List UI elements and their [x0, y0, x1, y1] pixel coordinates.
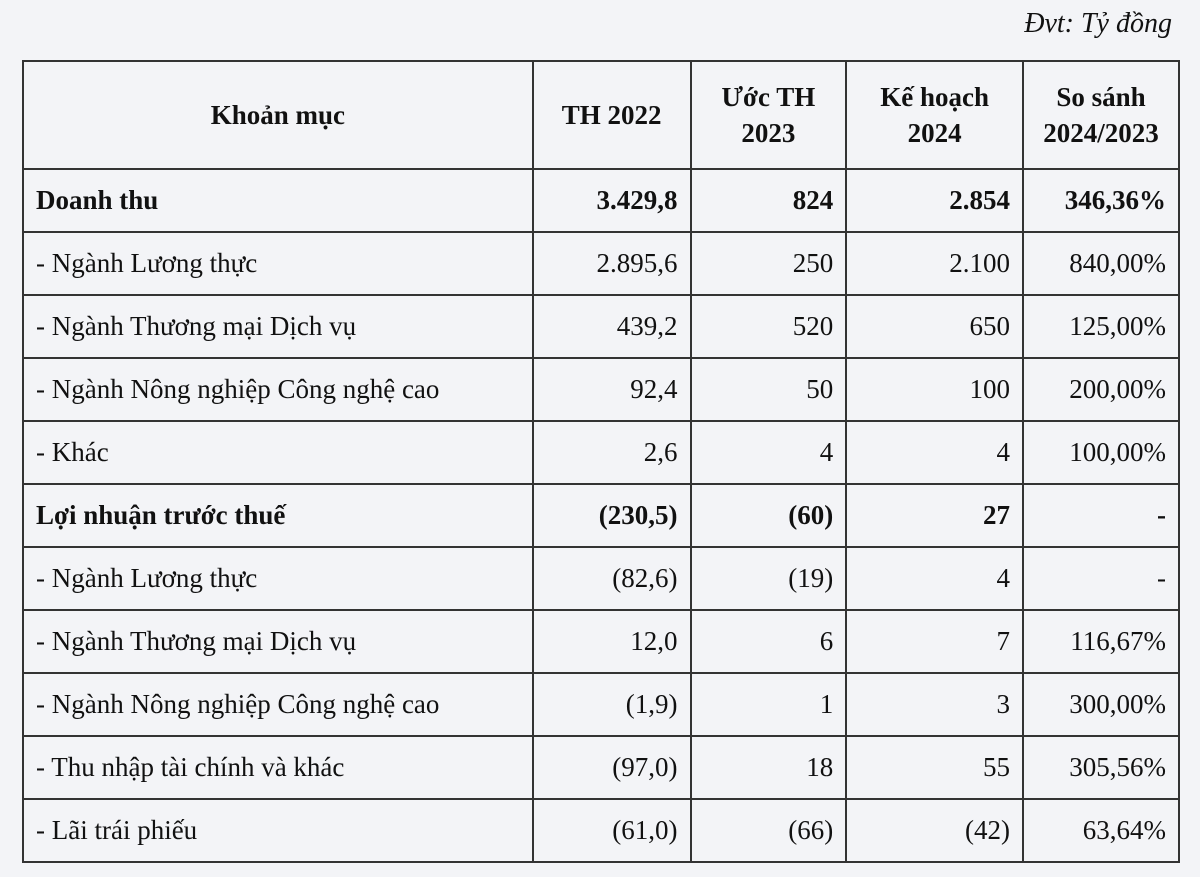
- row-value: 3.429,8: [533, 169, 691, 232]
- table-header-row: [23, 61, 1179, 169]
- header-uoc-th-2023: Ước TH 2023: [691, 61, 847, 169]
- table-row: [23, 169, 1179, 232]
- row-label: Doanh thu: [23, 169, 533, 232]
- row-value: 3: [846, 673, 1023, 736]
- row-value: (42): [846, 799, 1023, 862]
- row-label: - Ngành Lương thực: [23, 547, 533, 610]
- row-value: 116,67%: [1023, 610, 1179, 673]
- row-value: 4: [846, 547, 1023, 610]
- row-value: 346,36%: [1023, 169, 1179, 232]
- row-value: 125,00%: [1023, 295, 1179, 358]
- table-row: [23, 358, 1179, 421]
- table-row: [23, 799, 1179, 862]
- row-value: 27: [846, 484, 1023, 547]
- row-value: 840,00%: [1023, 232, 1179, 295]
- header-khoan-muc: Khoản mục: [23, 61, 533, 169]
- row-value: 18: [691, 736, 847, 799]
- row-value: (61,0): [533, 799, 691, 862]
- row-value: 2,6: [533, 421, 691, 484]
- row-label: - Ngành Thương mại Dịch vụ: [23, 610, 533, 673]
- table-row: [23, 421, 1179, 484]
- row-value: 2.895,6: [533, 232, 691, 295]
- row-value: 250: [691, 232, 847, 295]
- row-value: 50: [691, 358, 847, 421]
- table-row: [23, 232, 1179, 295]
- table-row: [23, 295, 1179, 358]
- row-value: 439,2: [533, 295, 691, 358]
- row-value: (230,5): [533, 484, 691, 547]
- row-value: 824: [691, 169, 847, 232]
- row-value: 63,64%: [1023, 799, 1179, 862]
- row-value: 4: [691, 421, 847, 484]
- row-value: 7: [846, 610, 1023, 673]
- row-value: 4: [846, 421, 1023, 484]
- unit-label: Đvt: Tỷ đồng: [1024, 8, 1172, 39]
- row-value: 650: [846, 295, 1023, 358]
- row-value: 92,4: [533, 358, 691, 421]
- table-row: [23, 673, 1179, 736]
- table-row: [23, 736, 1179, 799]
- row-value: 2.100: [846, 232, 1023, 295]
- row-label: - Ngành Thương mại Dịch vụ: [23, 295, 533, 358]
- row-value: 200,00%: [1023, 358, 1179, 421]
- row-value: 305,56%: [1023, 736, 1179, 799]
- row-label: - Ngành Lương thực: [23, 232, 533, 295]
- row-value: (97,0): [533, 736, 691, 799]
- table-row: [23, 484, 1179, 547]
- financial-plan-table: [22, 60, 1180, 863]
- row-value: 55: [846, 736, 1023, 799]
- header-th-2022: TH 2022: [533, 61, 691, 169]
- row-value: (1,9): [533, 673, 691, 736]
- row-label: - Ngành Nông nghiệp Công nghệ cao: [23, 358, 533, 421]
- row-value: 100,00%: [1023, 421, 1179, 484]
- header-so-sanh: So sánh 2024/2023: [1023, 61, 1179, 169]
- row-value: (66): [691, 799, 847, 862]
- row-label: - Khác: [23, 421, 533, 484]
- table-row: [23, 547, 1179, 610]
- row-value: -: [1023, 547, 1179, 610]
- table-row: [23, 610, 1179, 673]
- row-value: 300,00%: [1023, 673, 1179, 736]
- row-value: 1: [691, 673, 847, 736]
- row-value: 2.854: [846, 169, 1023, 232]
- row-value: -: [1023, 484, 1179, 547]
- row-value: 12,0: [533, 610, 691, 673]
- row-label: - Thu nhập tài chính và khác: [23, 736, 533, 799]
- row-label: Lợi nhuận trước thuế: [23, 484, 533, 547]
- header-ke-hoach-2024: Kế hoạch 2024: [846, 61, 1023, 169]
- row-value: (60): [691, 484, 847, 547]
- row-label: - Lãi trái phiếu: [23, 799, 533, 862]
- row-value: 520: [691, 295, 847, 358]
- row-value: (19): [691, 547, 847, 610]
- row-value: 6: [691, 610, 847, 673]
- row-value: (82,6): [533, 547, 691, 610]
- row-label: - Ngành Nông nghiệp Công nghệ cao: [23, 673, 533, 736]
- row-value: 100: [846, 358, 1023, 421]
